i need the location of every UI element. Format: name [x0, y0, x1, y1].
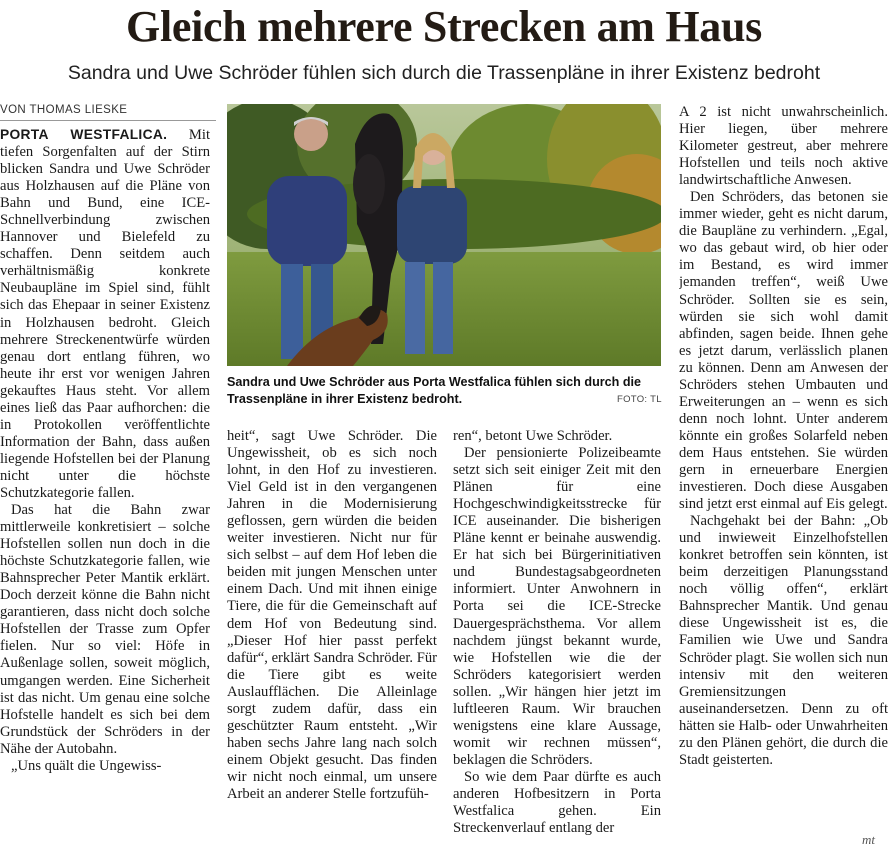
- photo-caption: Sandra und Uwe Schröder aus Porta Westfalica fühlen sich durch die Trassenpläne in ihrer Existenz bedroht.: [227, 375, 642, 406]
- paragraph: [0, 126, 210, 502]
- headline: Gleich mehrere Strecken am Haus: [126, 2, 762, 51]
- author-mark: mt: [862, 832, 875, 847]
- paragraph: heit“, sagt Uwe Schröder. Die Ungewissheit, ob es sich noch lohnt, in den Hof zu investieren. Viel Geld ist in den vergangenen Jahren in die Modernisierung geflossen, gern würden die beiden weiter investieren. Nicht nur für sich selbst – auf dem Hof leben die beiden mit jungen Menschen unter einem Dach. Und mit ihnen einige Tiere, die für die Gemeinschaft auf dem Hof von Bedeutung sind. „Dieser Hof hier passt perfekt dafür“, erklärt Sandra Schröder. Für die Tiere gibt es weite Auslaufflächen. Die Alleinlage sorgt zudem dafür, dass ein geschützter Raum entsteht. „Wir haben sechs Jahre lang nach solch einem Objekt gesucht. Das finden wir nicht noch einmal, um unsere Arbeit an anderer Stelle fortzufüh-: [227, 428, 437, 802]
- paragraph: „Uns quält die Ungewiss-: [11, 757, 162, 774]
- paragraph: So wie dem Paar dürfte es auch anderen Hofbesitzern in Porta Westfalica gehen. Ein Streckenverlauf entlang der: [453, 768, 661, 837]
- article-column-4: [679, 104, 888, 850]
- paragraph: Den Schröders, das betonen sie immer wieder, geht es nicht darum, die Baupläne zu verhindern. „Egal, wo das gebaut wird, ob hier oder im Bestand, es wird immer jemanden treffen“, weiß Uwe Schröder. Sollten sie es sein, würden sie sich wohl damit abfinden, sagen beide. Ihnen gehe es jetzt darum, verlässlich planen zu können. Denn am Anwesen der Schröders stehen Umbauten und Erweiterungen an – wenn es sich denn noch lohnt. Unter anderem könnte ein großes Solarfeld neben dem Haus entstehen. Sie würden gern in erneuerbare Energien investieren. Doch diese Ausgaben sind jetzt erst einmal auf Eis gelegt.: [679, 189, 888, 513]
- paragraph: Das hat die Bahn zwar mittlerweile konkretisiert – solche Hofstellen sollen nun doch in die höchste Schutzkategorie fallen, wie Bahnsprecher Peter Mantik erklärt. Doch derzeit könne die Bahn nicht garantieren, dass nicht doch solche Hofstellen der Trasse zum Opfer fielen. Nur so viel: Höfe in Außenlage sollen, soweit möglich, umgangen werden. Eine Sicherheit ist das nicht. Um genau eine solche Hofstelle handelt es sich bei dem Grundstück der Schröders in der Nähe der Autobahn.: [0, 502, 210, 757]
- article-column-1: [0, 126, 210, 850]
- paragraph: Nachgehakt bei der Bahn: „Ob und inwieweit Einzelhofstellen konkret betroffen sein könnten, ist beim derzeitigen Planungsstand noch völlig offen“, erklärt Bahnsprecher Mantik. Und genau diese Ungewissheit ist es, die Familien wie Uwe und Sandra Schröder plagt. Sie wollen sich nun intensiv mit den weiteren Gremiensitzungen auseinandersetzen. Denn zu oft hätten sie Halb- oder Unwahrheiten zu den Plänen gehört, die durch die Stadt geisterten.: [679, 513, 888, 768]
- byline-rule: [0, 120, 216, 121]
- paragraph: A 2 ist nicht unwahrscheinlich. Hier liegen, über mehrere Kilometer gestreut, aber mehrere Hofstellen und teils noch aktive landwirtschaftliche Anwesen.: [679, 104, 888, 189]
- photo-illustration: [227, 104, 661, 366]
- paragraph-text: Mit tiefen Sorgenfalten auf der Stirn blicken Sandra und Uwe Schröder aus Holzhausen auf die Pläne von Bahn und Bund, eine ICE-Schnellverbindung zwischen Hannover und Bielefeld zu schaffen. Denn seitdem auch verhältnismäßig konkrete Neubaupläne im Spiel sind, fühlt sich das Ehepaar in seiner Existenz in Holzhausen bedroht. Gleich mehrere Streckenentwürfe würden genau dort entlang führen, wo heute ihr erst vor wenigen Jahren gekauftes Haus steht. Vor allem eines ließ das Paar aufhorchen: die in Protokollen veröffentlichte Information der Bahn, dass außen liegende Hofstellen bei der Planung nicht unter die höchste Schutzkategorie fallen.: [0, 127, 210, 501]
- paragraph: Der pensionierte Polizeibeamte setzt sich seit einiger Zeit mit den Plänen für eine Hochgeschwindigkeitsstrecke für ICE auseinander. Die bisherigen Pläne kennt er beinahe auswendig. Er hat sich bei Bürgerinitiativen und Bundestagsabgeordneten informiert. Unter Anwohnern in Porta sei die ICE-Strecke Dauergesprächsthema. Vor allem nachdem jüngst bekannt wurde, wie Hofstellen wie die der Schröders kategorisiert werden sollen. „Wir hängen hier jetzt im luftleeren Raum. Wir brauchen wenigstens eine klare Aussage, womit wir rechnen müssen“, beklagen die Schröders.: [453, 445, 661, 768]
- subheadline: Sandra und Uwe Schröder fühlen sich durch die Trassenpläne in ihrer Existenz bedroht: [67, 62, 821, 84]
- dateline: PORTA WESTFALICA.: [0, 127, 168, 142]
- article-column-3: [453, 428, 661, 850]
- byline: VON THOMAS LIESKE: [0, 104, 128, 116]
- paragraph: ren“, betont Uwe Schröder.: [453, 428, 613, 444]
- photo-credit: FOTO: TL: [617, 394, 662, 405]
- article-photo: [227, 104, 661, 366]
- article-column-2: [227, 428, 437, 850]
